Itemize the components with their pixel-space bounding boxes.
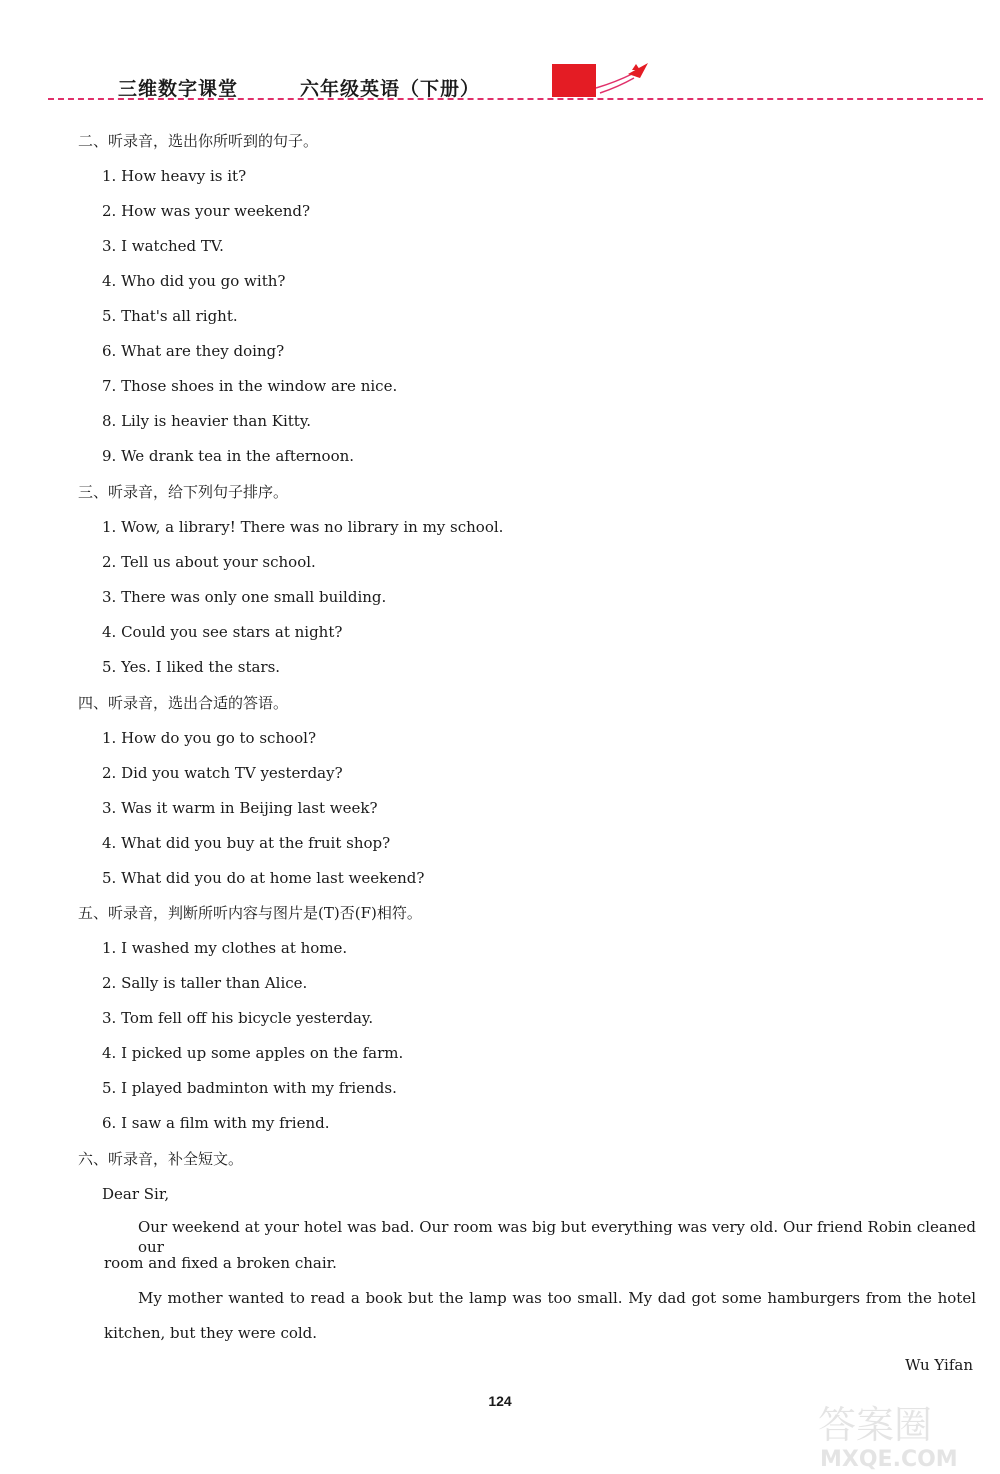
letter-paragraph-1-line-1: Our weekend at your hotel was bad. Our room was big but everything was very old. Our friend Robin cleaned our [138, 1218, 976, 1256]
header-divider [48, 98, 983, 100]
book-title: 三维数字课堂 [118, 78, 239, 100]
list-item: 9. We drank tea in the afternoon. [102, 447, 355, 465]
list-item: 4. What did you buy at the fruit shop? [102, 834, 391, 852]
list-item: 2. Did you watch TV yesterday? [102, 764, 343, 782]
letter-greeting: Dear Sir, [102, 1185, 170, 1203]
list-item: 3. Was it warm in Beijing last week? [102, 799, 378, 817]
rocket-icon [592, 60, 652, 96]
list-item: 4. Could you see stars at night? [102, 623, 343, 641]
letter-paragraph-1-line-2: room and fixed a broken chair. [104, 1254, 337, 1272]
list-item: 5. That's all right. [102, 307, 238, 325]
section-heading: 二、听录音，选出你所听到的句子。 [78, 132, 319, 150]
book-subject: 六年级英语（下册） [300, 78, 481, 100]
list-item: 5. Yes. I liked the stars. [102, 658, 281, 676]
list-item: 1. How heavy is it? [102, 167, 247, 185]
section-heading: 六、听录音，补全短文。 [78, 1150, 244, 1168]
list-item: 5. I played badminton with my friends. [102, 1079, 397, 1097]
list-item: 6. I saw a film with my friend. [102, 1114, 330, 1132]
list-item: 2. Sally is taller than Alice. [102, 974, 308, 992]
section-heading: 三、听录音，给下列句子排序。 [78, 483, 289, 501]
letter-paragraph-2-line-1: My mother wanted to read a book but the lamp was too small. My dad got some hamburgers from the hotel [138, 1289, 976, 1307]
list-item: 1. Wow, a library! There was no library in my school. [102, 518, 504, 536]
header-red-block [552, 64, 596, 97]
section-heading: 四、听录音，选出合适的答语。 [78, 694, 289, 712]
list-item: 5. What did you do at home last weekend? [102, 869, 425, 887]
list-item: 2. Tell us about your school. [102, 553, 316, 571]
list-item: 2. How was your weekend? [102, 202, 311, 220]
letter-signature: Wu Yifan [905, 1356, 973, 1374]
list-item: 1. I washed my clothes at home. [102, 939, 348, 957]
watermark-text: 答案圈 [818, 1403, 933, 1447]
page-number: 124 [488, 1393, 512, 1409]
list-item: 7. Those shoes in the window are nice. [102, 377, 398, 395]
list-item: 3. I watched TV. [102, 237, 224, 255]
letter-paragraph-2-line-2: kitchen, but they were cold. [104, 1324, 318, 1342]
page-header [0, 60, 1000, 110]
list-item: 8. Lily is heavier than Kitty. [102, 412, 312, 430]
list-item: 3. Tom fell off his bicycle yesterday. [102, 1009, 374, 1027]
list-item: 4. I picked up some apples on the farm. [102, 1044, 404, 1062]
list-item: 4. Who did you go with? [102, 272, 286, 290]
list-item: 1. How do you go to school? [102, 729, 317, 747]
watermark-url: MXQE.COM [820, 1447, 958, 1470]
list-item: 3. There was only one small building. [102, 588, 387, 606]
section-heading: 五、听录音，判断所听内容与图片是(T)否(F)相符。 [78, 904, 422, 922]
list-item: 6. What are they doing? [102, 342, 285, 360]
watermark-logo [812, 1396, 992, 1470]
